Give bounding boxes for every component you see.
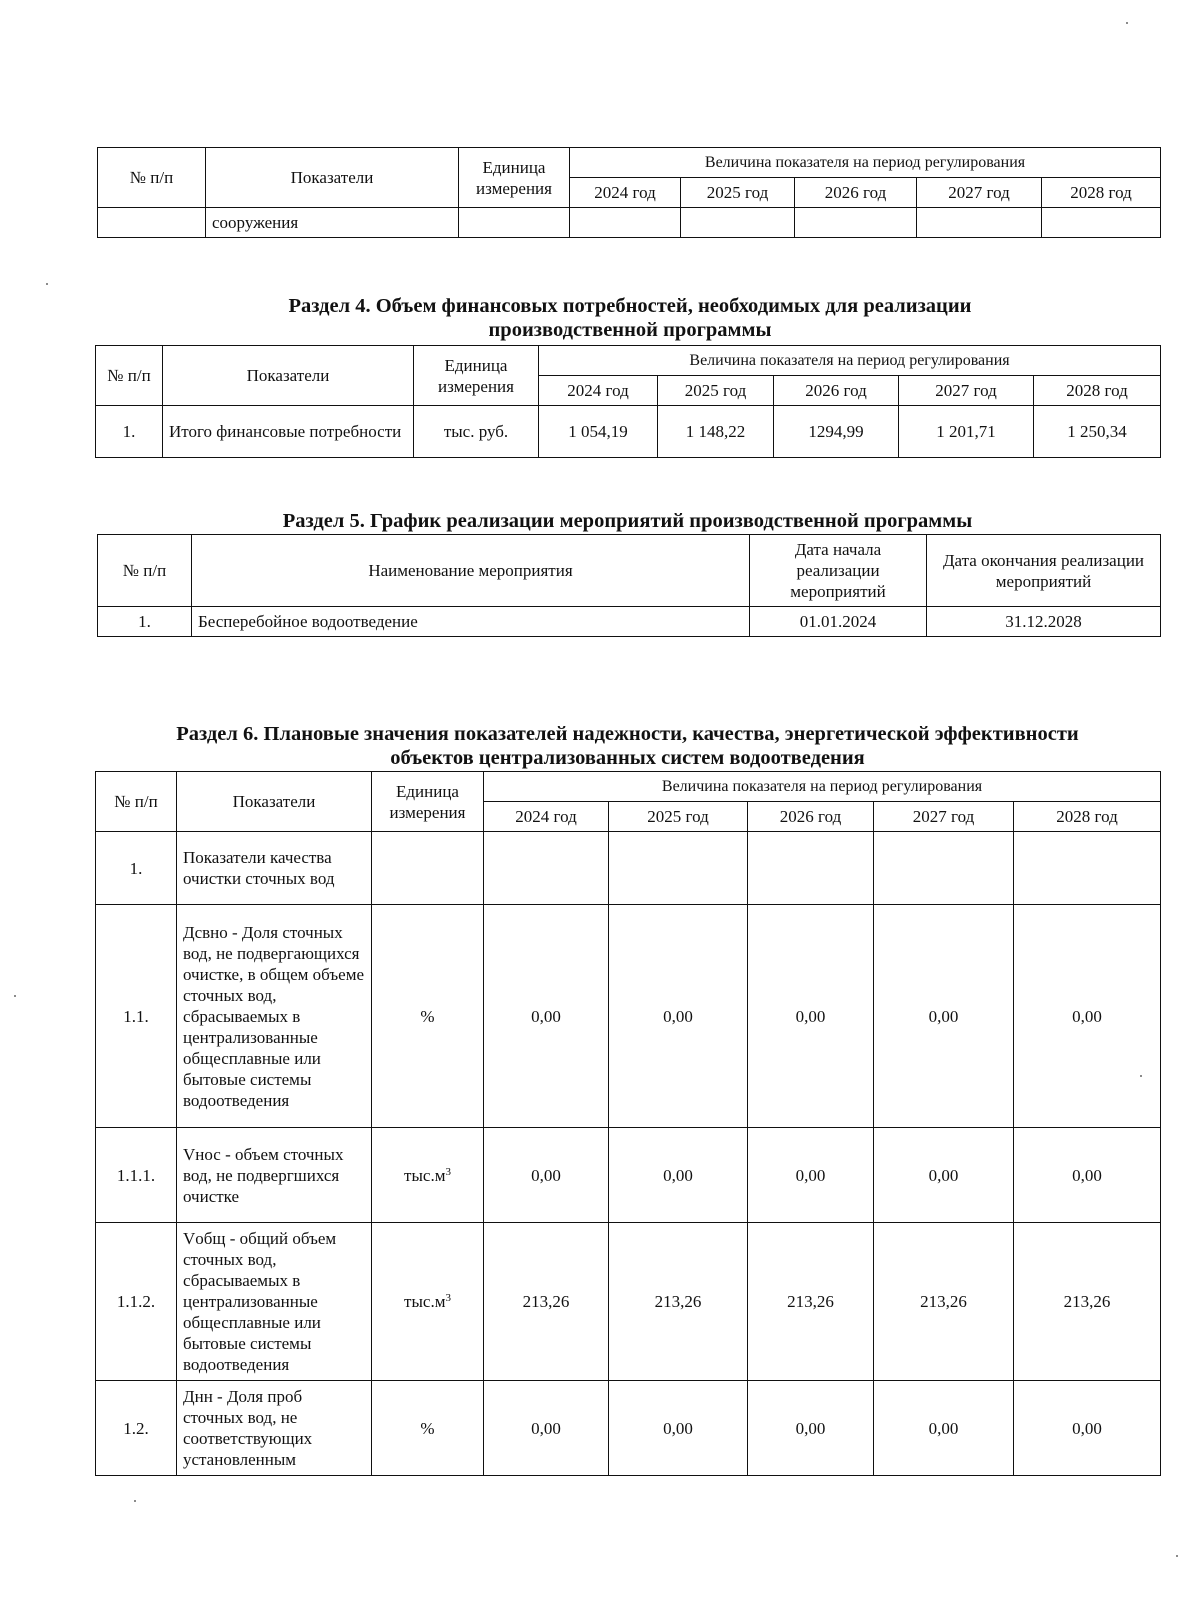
col-end-header: Дата окончания реализации мероприятий bbox=[927, 535, 1161, 607]
unit-text: тыс.м bbox=[404, 1292, 446, 1311]
scan-speck bbox=[1126, 22, 1128, 24]
unit-sup: 3 bbox=[445, 1292, 451, 1304]
cell-value: 1 201,71 bbox=[899, 406, 1034, 458]
col-start-header: Дата начала реализации мероприятий bbox=[750, 535, 927, 607]
year-header: 2025 год bbox=[609, 802, 748, 832]
cell-indicator: Vобщ - общий объем сточных вод, сбрасываемых в централизованные общесплавные или бытовые системы водоотведения bbox=[177, 1223, 372, 1381]
cell-value: 0,00 bbox=[484, 1128, 609, 1223]
cell-value bbox=[484, 832, 609, 905]
cell-value: 0,00 bbox=[874, 1128, 1014, 1223]
cell-end-date: 31.12.2028 bbox=[927, 607, 1161, 637]
cell-value bbox=[874, 832, 1014, 905]
cell-unit bbox=[372, 905, 484, 1128]
year-header: 2027 год bbox=[899, 376, 1034, 406]
cell-value: 0,00 bbox=[1014, 905, 1161, 1128]
year-header: 2026 год bbox=[748, 802, 874, 832]
cell-indicator: сооружения bbox=[206, 208, 459, 238]
cell-unit bbox=[459, 208, 570, 238]
cell-num: 1.1. bbox=[96, 905, 177, 1128]
section6-table bbox=[95, 771, 1161, 1476]
col-indicators-header: Показатели bbox=[163, 346, 414, 406]
period-header: Величина показателя на период регулирования bbox=[539, 346, 1161, 376]
cell-value: 1 250,34 bbox=[1034, 406, 1161, 458]
unit-text: тыс.м bbox=[404, 1165, 446, 1185]
cell-value bbox=[1014, 832, 1161, 905]
unit-text: % bbox=[420, 1006, 435, 1026]
year-header: 2024 год bbox=[570, 178, 681, 208]
cell-indicator: Vнос - объем сточных вод, не подвергшихся очистке bbox=[177, 1128, 372, 1223]
cell-value bbox=[570, 208, 681, 238]
section5-title: Раздел 5. График реализации мероприятий производственной программы bbox=[282, 510, 973, 532]
scan-speck bbox=[46, 283, 48, 285]
col-unit-header: Единица измерения bbox=[372, 772, 484, 832]
cell-unit bbox=[372, 1381, 484, 1476]
cell-value bbox=[795, 208, 917, 238]
cell-value: 1294,99 bbox=[774, 406, 899, 458]
section5-table bbox=[97, 534, 1161, 637]
col-name-header: Наименование мероприятия bbox=[192, 535, 750, 607]
col-num-header: № п/п bbox=[96, 772, 177, 832]
cell-unit bbox=[372, 832, 484, 905]
unit-sup: 3 bbox=[445, 1165, 451, 1178]
cell-value bbox=[609, 832, 748, 905]
table-row bbox=[96, 1381, 1161, 1476]
cell-value: 213,26 bbox=[484, 1223, 609, 1381]
year-header: 2027 год bbox=[917, 178, 1042, 208]
section4-title: Раздел 4. Объем финансовых потребностей, необходимых для реализации производственной программы bbox=[288, 295, 972, 341]
col-num-header: № п/п bbox=[98, 535, 192, 607]
cell-num: 1. bbox=[96, 406, 163, 458]
cell-value bbox=[681, 208, 795, 238]
cell-value: 213,26 bbox=[874, 1223, 1014, 1381]
col-indicators-header: Показатели bbox=[206, 148, 459, 208]
table-row bbox=[96, 1128, 1161, 1223]
scan-speck bbox=[1140, 1075, 1142, 1077]
scan-speck bbox=[134, 1500, 136, 1502]
cell-unit bbox=[372, 1223, 484, 1381]
table-row bbox=[96, 406, 1161, 458]
cell-value: 0,00 bbox=[748, 1381, 874, 1476]
cell-value: 0,00 bbox=[484, 905, 609, 1128]
table-row bbox=[98, 208, 1161, 238]
cell-value bbox=[917, 208, 1042, 238]
cell-start-date: 01.01.2024 bbox=[750, 607, 927, 637]
col-num-header: № п/п bbox=[96, 346, 163, 406]
table-row bbox=[98, 607, 1161, 637]
cell-value bbox=[1042, 208, 1161, 238]
cell-num bbox=[98, 208, 206, 238]
cell-num: 1. bbox=[98, 607, 192, 637]
cell-num: 1.2. bbox=[96, 1381, 177, 1476]
cell-num: 1.1.2. bbox=[96, 1223, 177, 1381]
period-header: Величина показателя на период регулирования bbox=[570, 148, 1161, 178]
cell-value: 0,00 bbox=[484, 1381, 609, 1476]
col-unit-header: Единица измерения bbox=[414, 346, 539, 406]
cell-value: 0,00 bbox=[609, 905, 748, 1128]
cell-indicator: Итого финансовые потребности bbox=[163, 406, 414, 458]
cell-value: 213,26 bbox=[748, 1223, 874, 1381]
year-header: 2028 год bbox=[1014, 802, 1161, 832]
year-header: 2024 год bbox=[539, 376, 658, 406]
cell-unit: тыс. руб. bbox=[414, 406, 539, 458]
cell-value: 0,00 bbox=[874, 1381, 1014, 1476]
year-header: 2026 год bbox=[795, 178, 917, 208]
cell-value: 1 148,22 bbox=[658, 406, 774, 458]
cell-indicator: Показатели качества очистки сточных вод bbox=[177, 832, 372, 905]
cell-value: 0,00 bbox=[609, 1381, 748, 1476]
cell-value bbox=[748, 832, 874, 905]
cell-value: 1 054,19 bbox=[539, 406, 658, 458]
year-header: 2025 год bbox=[658, 376, 774, 406]
cell-value: 213,26 bbox=[609, 1223, 748, 1381]
cell-num: 1.1.1. bbox=[96, 1128, 177, 1223]
period-header: Величина показателя на период регулирования bbox=[484, 772, 1161, 802]
cell-value: 0,00 bbox=[1014, 1381, 1161, 1476]
scan-speck bbox=[1176, 1555, 1178, 1557]
year-header: 2024 год bbox=[484, 802, 609, 832]
section4-table bbox=[95, 345, 1161, 458]
cell-value: 0,00 bbox=[748, 1128, 874, 1223]
cell-name: Бесперебойное водоотведение bbox=[192, 607, 750, 637]
cell-indicator: Дсвно - Доля сточных вод, не подвергающихся очистке, в общем объеме сточных вод, сбрасываемых в централизованные общесплавные или бытовые системы водоотведения bbox=[177, 905, 372, 1128]
year-header: 2027 год bbox=[874, 802, 1014, 832]
cell-num: 1. bbox=[96, 832, 177, 905]
cell-value: 0,00 bbox=[748, 905, 874, 1128]
table-row bbox=[96, 1223, 1161, 1381]
col-indicators-header: Показатели bbox=[177, 772, 372, 832]
cell-unit bbox=[372, 1128, 484, 1223]
year-header: 2028 год bbox=[1034, 376, 1161, 406]
continuation-table bbox=[97, 147, 1161, 238]
cell-value: 213,26 bbox=[1014, 1223, 1161, 1381]
col-unit-header: Единица измерения bbox=[459, 148, 570, 208]
year-header: 2026 год bbox=[774, 376, 899, 406]
section6-title: Раздел 6. Плановые значения показателей надежности, качества, энергетической эффективности объектов централизованных систем водоотведения bbox=[176, 723, 1079, 769]
year-header: 2025 год bbox=[681, 178, 795, 208]
table-row bbox=[96, 832, 1161, 905]
unit-text: % bbox=[420, 1418, 435, 1438]
table-row bbox=[96, 905, 1161, 1128]
cell-value: 0,00 bbox=[609, 1128, 748, 1223]
year-header: 2028 год bbox=[1042, 178, 1161, 208]
cell-value: 0,00 bbox=[874, 905, 1014, 1128]
col-num-header: № п/п bbox=[98, 148, 206, 208]
cell-indicator: Днн - Доля проб сточных вод, не соответствующих установленным bbox=[177, 1381, 372, 1476]
cell-value: 0,00 bbox=[1014, 1128, 1161, 1223]
scan-speck bbox=[14, 995, 16, 997]
